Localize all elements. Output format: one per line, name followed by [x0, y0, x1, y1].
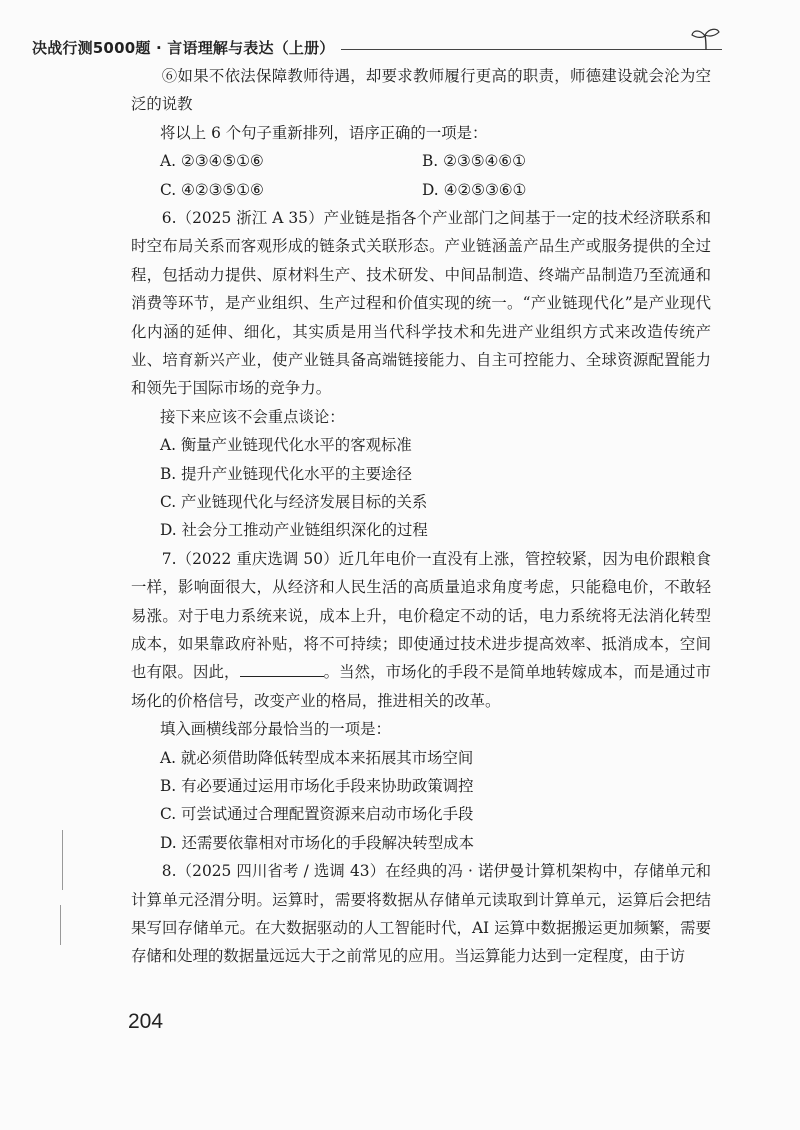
- header-title: 决战行测5000题 · 言语理解与表达（上册）: [32, 38, 335, 57]
- q7-prompt: 填入画横线部分最恰当的一项是：: [160, 720, 391, 739]
- running-header: [32, 34, 722, 60]
- q5-options-row-1: [131, 147, 711, 175]
- q7-option-d: D. 还需要依靠相对市场化的手段解决转型成本: [160, 833, 474, 852]
- q7-option-b: B. 有必要通过运用市场化手段来协助政策调控: [160, 777, 474, 796]
- q5-prompt: 将以上 6 个句子重新排列，语序正确的一项是：: [160, 123, 488, 142]
- q5-option-c: C. ④②③⑤①⑥: [160, 180, 264, 199]
- q6-option-b: B. 提升产业链现代化水平的主要途径: [160, 464, 412, 483]
- header-rule: [341, 49, 723, 50]
- q7-option-c: C. 可尝试通过合理配置资源来启动市场化手段: [160, 805, 474, 824]
- q6-option-d: D. 社会分工推动产业链组织深化的过程: [160, 521, 428, 540]
- q5-option-b: B. ②③⑤④⑥①: [422, 152, 526, 171]
- q6-body: 6.（2025 浙江 A 35）产业链是指各个产业部门之间基于一定的技术经济联系和时空布局关系而客观形成的链条式关联形态。产业链涵盖产品生产或服务提供的全过程，包括动力提供、原材料生产、技术研发、中间品制造、终端产品制造乃至流通和消费等环节，是产业组织、生产过程和价值实现的统一。“产业链现代化”是产业现代化内涵的延伸、细化，其实质是用当代科学技术和先进产业组织方式来改造传统产业、培育新兴产业，使产业链具备高端链接能力、自主可控能力、全球资源配置能力和领先于国际市场的竞争力。: [131, 209, 711, 398]
- q8-body: 8.（2025 四川省考 / 选调 43）在经典的冯 · 诺伊曼计算机架构中，存储单元和计算单元泾渭分明。运算时，需要将数据从存储单元读取到计算单元，运算后会把结果写回存储单元。在大数据驱动的人工智能时代，AI 运算中数据搬运更加频繁，需要存储和处理的数据量远远大于之前常见的应用。当运算能力达到一定程度，由于访: [131, 862, 711, 966]
- q7-body: [131, 545, 711, 715]
- scan-margin-line: [60, 905, 61, 945]
- q6-prompt: 接下来应该不会重点谈论：: [160, 407, 345, 426]
- page-content: [131, 62, 711, 971]
- q7-body-before: 7.（2022 重庆选调 50）近几年电价一直没有上涨，管控较紧，因为电价跟粮食一样，影响面很大，从经济和人民生活的高质量追求角度考虑，只能稳电价，不敢轻易涨。对于电力系统来说，成本上升，电价稳定不动的话，电力系统将无法消化转型成本，如果靠政府补贴，将不可持续；即使通过技术进步提高效率、抵消成本，空间也有限。因此，: [131, 549, 711, 682]
- sentence-6: ⑥如果不依法保障教师待遇，却要求教师履行更高的职责，师德建设就会沦为空泛的说教: [131, 67, 711, 114]
- q7-option-a: A. 就必须借助降低转型成本来拓展其市场空间: [160, 748, 474, 767]
- sprout-icon: [690, 26, 722, 52]
- q5-option-a: A. ②③④⑤①⑥: [160, 152, 264, 171]
- q6-option-a: A. 衡量产业链现代化水平的客观标准: [160, 436, 412, 455]
- q7-fill-blank: [240, 662, 324, 677]
- scan-margin-line: [62, 830, 63, 890]
- q5-option-d: D. ④②⑤③⑥①: [422, 180, 527, 199]
- q7-body-after: 。当然，市场化的手段不是简单地转嫁成本，而是通过市场化的价格信号，改变产业的格局，推进相关的改革。: [131, 663, 711, 710]
- q6-option-c: C. 产业链现代化与经济发展目标的关系: [160, 493, 428, 512]
- q5-options-row-2: [131, 176, 711, 204]
- page-number: 204: [128, 1010, 164, 1033]
